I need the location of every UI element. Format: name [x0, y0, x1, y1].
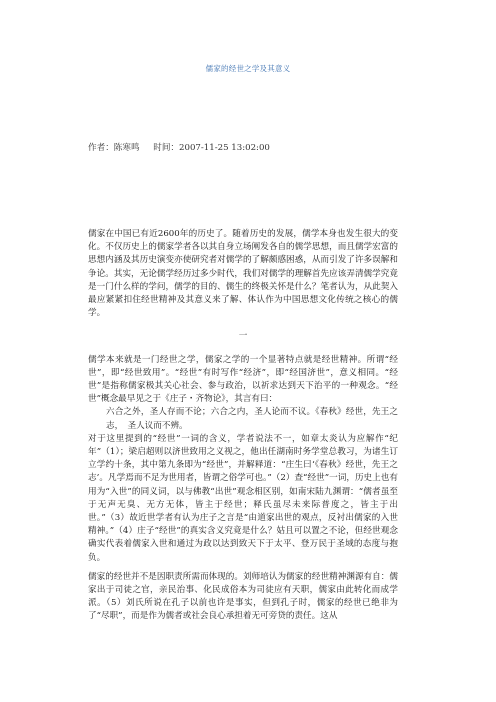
- article-body: [88, 228, 398, 624]
- paragraph-2: 对于这里提到的“经世”一词的含义，学者说法不一，如章太炎认为应解作“纪年”（1）；梁启超则以济世致用之义视之，他出任湖南时务学堂总教习，为诸生订立学约十条，其中第九条即为“经世”，并解释道：“庄生曰‘《春秋》经世，先王之志’。凡学焉而不足为世用者，皆谓之俗学可也。”（2）查“经世”一词，历史上也有用为“入世”的同义词，以与佛教“出世”观念相区别，如南宋陆九渊谓：“儒者虽至于无声无臭、无方无体，皆主于经世；释氏虽尽未来际普度之，皆主于出世。”（3）故近世学者有认为庄子之言是“由道家出世的观点，反衬出儒家的入世精神。”（4）庄子“经世”的真实含义究竟是什么？姑且可以置之不论，但经世观念确实代表着儒家入世和通过为政以达到致天下于太平、登万民于圣域的态度与抱负。: [88, 433, 398, 563]
- intro-paragraph: 儒家在中国已有近2600年的历史了。随着历史的发展，儒学本身也发生很大的变化。不仅历史上的儒家学者各以其自身立场阐发各自的儒学思想，而且儒学宏富的思想内涵及其历史演变亦使研究者对儒学的了解颇感困惑，从而引发了许多误解和争论。其实，无论儒学经历过多少时代，我们对儒学的理解首先应该弄清儒学究竟是一门什么样的学问，儒学的目的、儒生的终极关怀是什么？笔者认为，从此契入最应紧紧扣住经世精神及其意义来了解、体认作为中国思想文化传统之核心的儒学。: [88, 229, 398, 319]
- author-time-line: 作者：陈寒鸣 时间：2007-11-25 13:02:00: [88, 143, 270, 153]
- section-number: 一: [238, 331, 248, 342]
- document-title: 儒家的经世之学及其意义: [205, 64, 291, 73]
- paragraph-3: 儒家的经世并不是因职责所需而体现的。刘师培认为儒家的经世精神渊源有自：儒家出于司徒之官，亲民治事、化民成俗本为司徒应有天职，儒家由此转化而成学派。（5）刘氏所说在孔子以前也许是事实，但到孔子时，儒家的经世已绝非为了“尽职”，而是作为儒者或社会良心承担着无可旁贷的责任。这从: [88, 571, 398, 622]
- quote-block: 六合之外，圣人存而不论；六合之内，圣人论而不议。《春秋》经世，先王之志， 圣人议而不辨。: [106, 407, 398, 431]
- paragraph-1: 儒学本来就是一门经世之学，儒家之学的一个显著特点就是经世精神。所谓“经世”，即“经世致用”。“经世”有时写作“经济”，即“经国济世”，意义相同。“经世”是指称儒家极其关心社会、参与政治，以祈求达到天下治平的一种观念。“经世”概念最早见之于《庄子・齐物论》，其言有曰：: [88, 354, 398, 405]
